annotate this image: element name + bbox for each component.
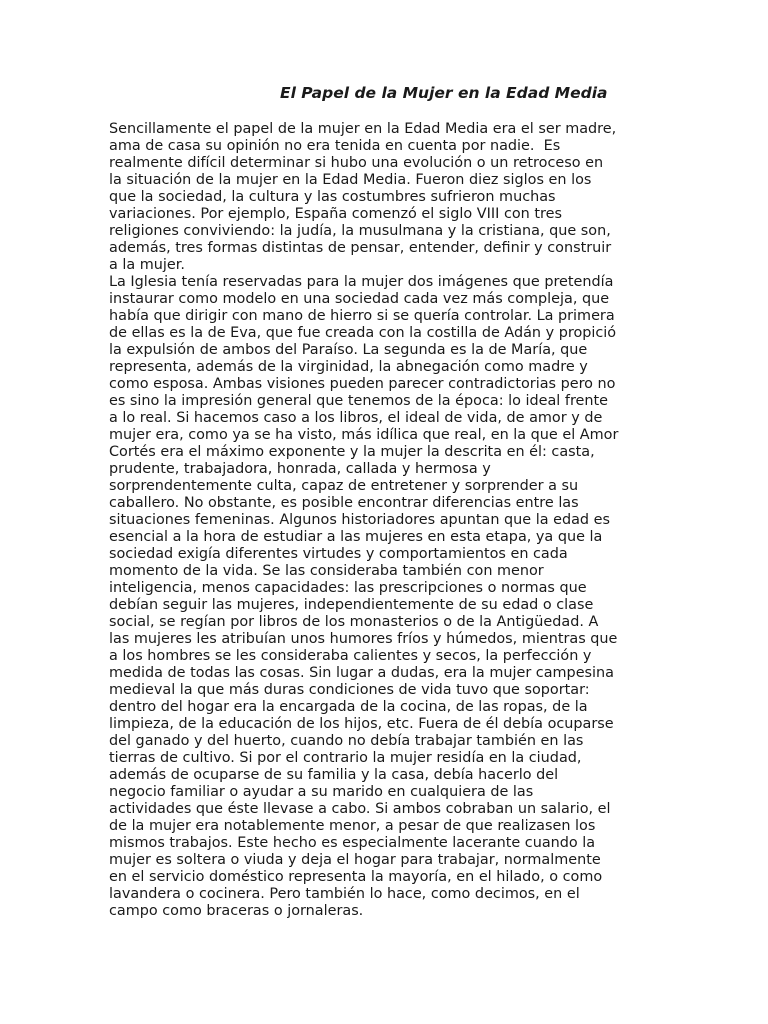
text-line: realmente difícil determinar si hubo una evolución o un retroceso en	[109, 155, 604, 171]
document-body	[109, 121, 669, 920]
text-line: la situación de la mujer en la Edad Media. Fueron diez siglos en los	[109, 172, 592, 188]
text-line: además, tres formas distintas de pensar, entender, definir y construir	[109, 240, 612, 256]
text-line: en el servicio doméstico representa la mayoría, en el hilado, o como	[109, 869, 603, 885]
text-line: sorprendentemente culta, capaz de entretener y sorprender a su	[109, 478, 579, 494]
text-line: ama de casa su opinión no era tenida en cuenta por nadie. Es	[109, 138, 561, 154]
text-line: de ellas es la de Eva, que fue creada con la costilla de Adán y propició	[109, 325, 617, 341]
text-line: de la mujer era notablemente menor, a pesar de que realizasen los	[109, 818, 596, 834]
text-line: medieval la que más duras condiciones de vida tuvo que soportar:	[109, 682, 590, 698]
text-line: del ganado y del huerto, cuando no debía trabajar también en las	[109, 733, 584, 749]
text-line: prudente, trabajadora, honrada, callada y hermosa y	[109, 461, 491, 477]
document-title: El Papel de la Mujer en la Edad Media	[280, 84, 608, 102]
text-line: había que dirigir con mano de hierro si se quería controlar. La primera	[109, 308, 615, 324]
text-line: además de ocuparse de su familia y la casa, debía hacerlo del	[109, 767, 559, 783]
text-line: Sencillamente el papel de la mujer en la Edad Media era el ser madre,	[109, 121, 617, 137]
text-line: mujer es soltera o viuda y deja el hogar para trabajar, normalmente	[109, 852, 601, 868]
text-line: caballero. No obstante, es posible encontrar diferencias entre las	[109, 495, 579, 511]
text-line: situaciones femeninas. Algunos historiadores apuntan que la edad es	[109, 512, 610, 528]
text-line: representa, además de la virginidad, la abnegación como madre y	[109, 359, 588, 375]
text-line: a lo real. Si hacemos caso a los libros, el ideal de vida, de amor y de	[109, 410, 603, 426]
text-line: Cortés era el máximo exponente y la mujer la descrita en él: casta,	[109, 444, 595, 460]
text-line: mujer era, como ya se ha visto, más idílica que real, en la que el Amor	[109, 427, 619, 443]
text-line: religiones conviviendo: la judía, la musulmana y la cristiana, que son,	[109, 223, 611, 239]
text-line: social, se regían por libros de los monasterios o de la Antigüedad. A	[109, 614, 599, 630]
text-line: dentro del hogar era la encargada de la cocina, de las ropas, de la	[109, 699, 588, 715]
text-line: limpieza, de la educación de los hijos, etc. Fuera de él debía ocuparse	[109, 716, 614, 732]
text-line: variaciones. Por ejemplo, España comenzó el siglo VIII con tres	[109, 206, 562, 222]
text-line: a la mujer.	[109, 257, 185, 273]
text-line: que la sociedad, la cultura y las costumbres sufrieron muchas	[109, 189, 556, 205]
text-line: es sino la impresión general que tenemos de la época: lo ideal frente	[109, 393, 609, 409]
text-line: debían seguir las mujeres, independientemente de su edad o clase	[109, 597, 594, 613]
text-line: lavandera o cocinera. Pero también lo hace, como decimos, en el	[109, 886, 580, 902]
text-line: negocio familiar o ayudar a su marido en cualquiera de las	[109, 784, 534, 800]
text-line: inteligencia, menos capacidades: las prescripciones o normas que	[109, 580, 587, 596]
text-line: campo como braceras o jornaleras.	[109, 903, 364, 919]
text-line: tierras de cultivo. Si por el contrario la mujer residía en la ciudad,	[109, 750, 582, 766]
text-line: medida de todas las cosas. Sin lugar a dudas, era la mujer campesina	[109, 665, 614, 681]
text-line: actividades que éste llevase a cabo. Si ambos cobraban un salario, el	[109, 801, 611, 817]
text-line: la expulsión de ambos del Paraíso. La segunda es la de María, que	[109, 342, 588, 358]
text-line: las mujeres les atribuían unos humores fríos y húmedos, mientras que	[109, 631, 618, 647]
text-line: esencial a la hora de estudiar a las mujeres en esta etapa, ya que la	[109, 529, 603, 545]
text-line: mismos trabajos. Este hecho es especialmente lacerante cuando la	[109, 835, 596, 851]
text-line: a los hombres se les consideraba calientes y secos, la perfección y	[109, 648, 592, 664]
text-line: sociedad exigía diferentes virtudes y comportamientos en cada	[109, 546, 568, 562]
text-line: instaurar como modelo en una sociedad cada vez más compleja, que	[109, 291, 610, 307]
text-line: La Iglesia tenía reservadas para la mujer dos imágenes que pretendía	[109, 274, 614, 290]
text-line: momento de la vida. Se las consideraba también con menor	[109, 563, 544, 579]
text-line: como esposa. Ambas visiones pueden parecer contradictorias pero no	[109, 376, 616, 392]
